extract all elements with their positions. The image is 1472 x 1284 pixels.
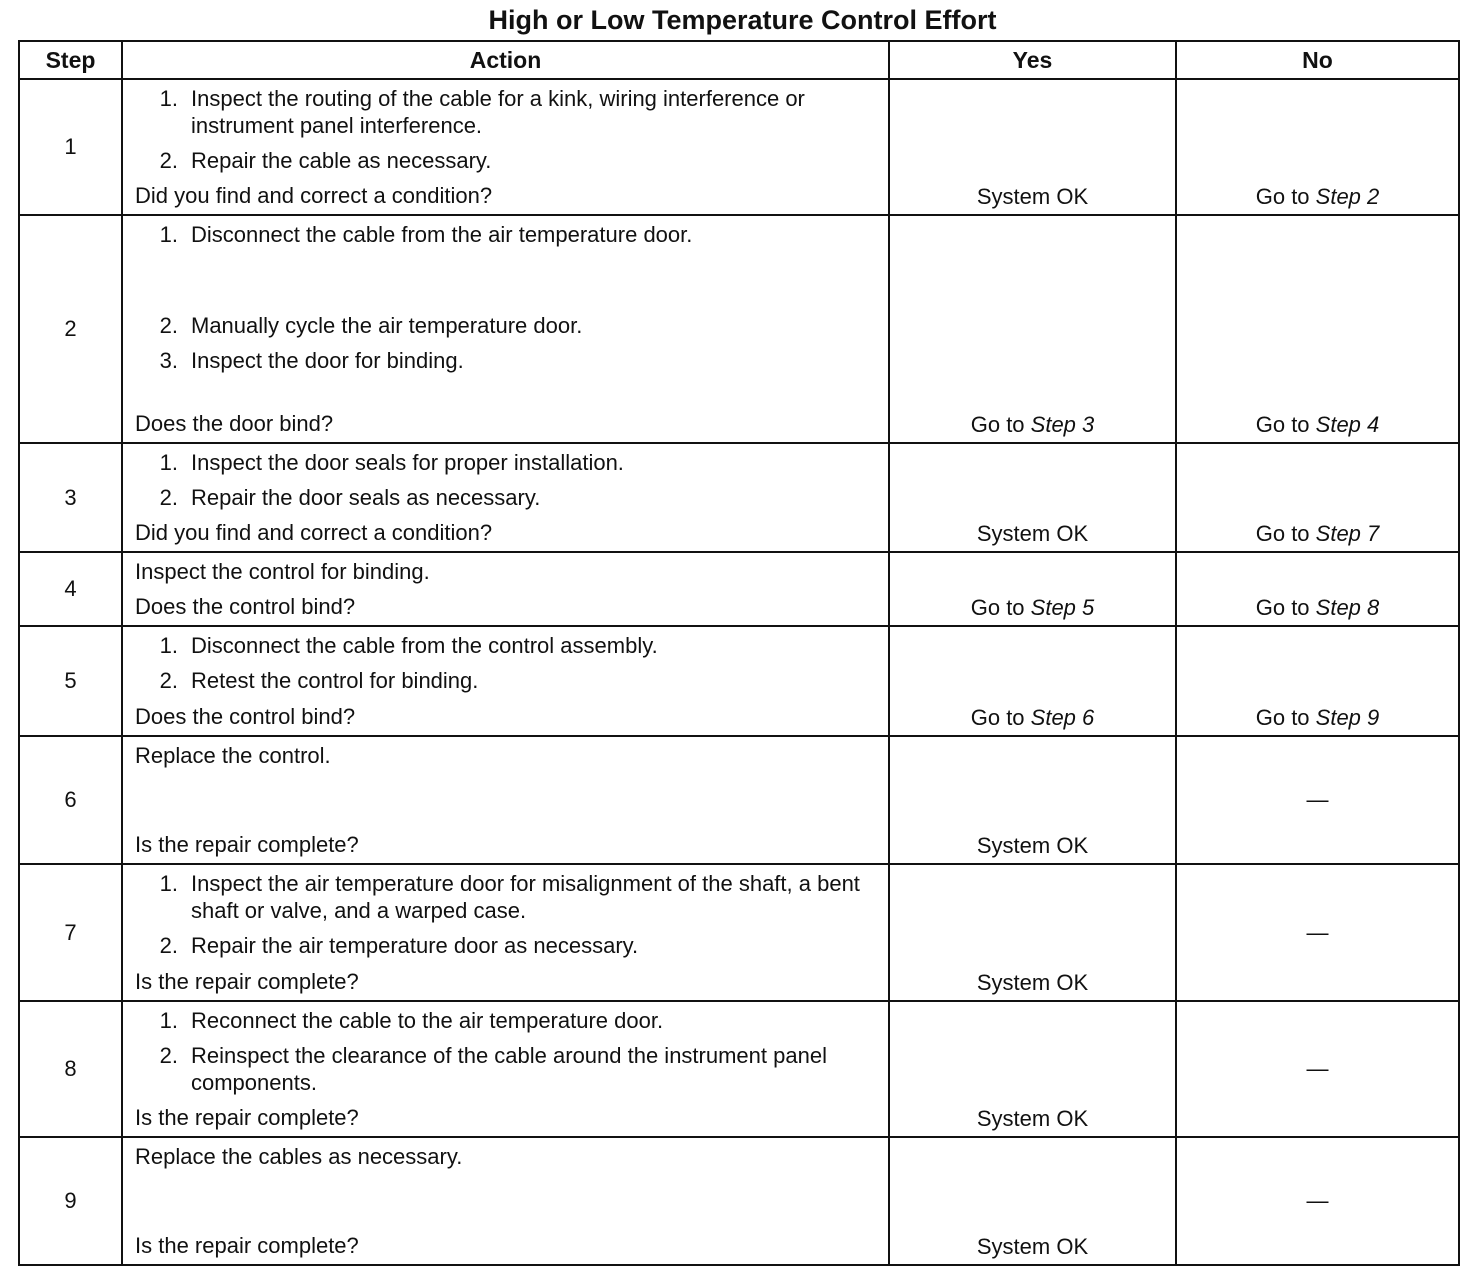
- goto-step-ref: Step 5: [1030, 595, 1095, 620]
- action-question: Does the door bind?: [135, 411, 334, 436]
- action-list-item: [135, 449, 878, 476]
- header-no: No: [1176, 41, 1459, 79]
- action-list-item: [135, 484, 878, 511]
- result-text: System OK: [976, 970, 1089, 995]
- action-item-number: 2.: [159, 313, 178, 338]
- action-item-text: Repair the cable as necessary.: [191, 148, 492, 173]
- action-content: [123, 627, 888, 734]
- table-row: [19, 626, 1459, 736]
- header-yes: Yes: [889, 41, 1176, 79]
- action-content: [123, 80, 888, 213]
- action-item-text: Disconnect the cable from the air temperature door.: [191, 222, 693, 247]
- goto-prefix: Go to: [1255, 705, 1316, 730]
- goto-prefix: Go to: [970, 412, 1031, 437]
- action-content: [123, 444, 888, 550]
- action-content: [123, 216, 888, 441]
- goto-prefix: Go to: [1255, 412, 1316, 437]
- action-content: [123, 865, 888, 999]
- no-cell: [1176, 552, 1459, 626]
- page-title: High or Low Temperature Control Effort: [488, 5, 997, 35]
- action-item-number: 1.: [159, 222, 178, 247]
- action-content: [123, 737, 888, 862]
- action-item-text: Inspect the routing of the cable for a kink, wiring interference or instrument panel interference.: [191, 86, 805, 138]
- action-spacer: [123, 585, 888, 593]
- no-result-dash: —: [1306, 919, 1329, 945]
- action-cell: [122, 1001, 889, 1137]
- step-number: 2: [19, 215, 122, 443]
- table-row: [19, 864, 1459, 1001]
- action-spacer: [123, 769, 888, 831]
- action-instruction: Inspect the control for binding.: [135, 559, 430, 584]
- result-text: System OK: [976, 1106, 1089, 1131]
- no-cell: [1176, 864, 1459, 1001]
- yes-cell: [889, 443, 1176, 552]
- yes-cell: [889, 626, 1176, 736]
- table-row: [19, 443, 1459, 552]
- goto-step-ref: Step 8: [1315, 595, 1380, 620]
- header-action: Action: [122, 41, 889, 79]
- goto-prefix: Go to: [970, 595, 1031, 620]
- no-cell: [1176, 443, 1459, 552]
- action-list-item: [135, 870, 878, 924]
- action-list-item: [135, 667, 878, 694]
- action-item-text: Manually cycle the air temperature door.: [191, 313, 583, 338]
- no-cell: [1176, 736, 1459, 864]
- no-result-dash: —: [1306, 1188, 1329, 1213]
- no-cell: [1176, 79, 1459, 215]
- action-item-text: Inspect the door seals for proper installation.: [191, 450, 624, 475]
- action-question: Is the repair complete?: [135, 969, 359, 994]
- goto-step-ref: Step 3: [1030, 412, 1095, 437]
- action-list: [123, 80, 888, 182]
- action-list-item: [135, 312, 878, 339]
- action-list: [123, 444, 888, 519]
- action-item-number: 1.: [159, 871, 178, 896]
- action-item-text: Inspect the air temperature door for misalignment of the shaft, a bent shaft or valve, and a warped case.: [191, 871, 860, 923]
- table-row: [19, 1137, 1459, 1265]
- result-text: System OK: [976, 521, 1089, 546]
- action-item-number: 2.: [159, 485, 178, 510]
- no-cell: [1176, 1001, 1459, 1137]
- action-list-item: [135, 932, 878, 959]
- step-number: 6: [19, 736, 122, 864]
- action-question: Is the repair complete?: [135, 1105, 359, 1130]
- yes-cell: [889, 552, 1176, 626]
- goto-prefix: Go to: [970, 705, 1031, 730]
- action-spacer: [123, 382, 888, 410]
- action-content: [123, 1138, 888, 1263]
- no-result-dash: —: [1306, 787, 1329, 812]
- goto-prefix: Go to: [1255, 595, 1316, 620]
- action-item-text: Inspect the door for binding.: [191, 348, 464, 373]
- goto-prefix: Go to: [1255, 521, 1316, 546]
- table-row: [19, 552, 1459, 626]
- action-instruction: Replace the cables as necessary.: [135, 1144, 463, 1169]
- action-list-item: [135, 347, 878, 374]
- action-list-item: [135, 632, 878, 659]
- action-item-text: Reconnect the cable to the air temperature door.: [191, 1008, 664, 1033]
- yes-cell: [889, 215, 1176, 443]
- action-list: [123, 216, 888, 382]
- action-item-number: 2.: [159, 148, 178, 173]
- action-item-text: Repair the air temperature door as necessary.: [191, 933, 639, 958]
- action-cell: [122, 626, 889, 736]
- action-item-number: 1.: [159, 633, 178, 658]
- action-question: Did you find and correct a condition?: [135, 520, 493, 545]
- action-list: [123, 627, 888, 702]
- diagnostic-table: [18, 40, 1460, 1266]
- no-cell: [1176, 215, 1459, 443]
- action-list-item: [135, 1042, 878, 1096]
- action-question: Is the repair complete?: [135, 1233, 359, 1258]
- step-number: 9: [19, 1137, 122, 1265]
- yes-cell: [889, 864, 1176, 1001]
- action-item-number: 1.: [159, 450, 178, 475]
- action-spacer: [123, 1170, 888, 1232]
- action-question: Did you find and correct a condition?: [135, 183, 493, 208]
- yes-cell: [889, 1137, 1176, 1265]
- step-number: 3: [19, 443, 122, 552]
- action-item-text: Repair the door seals as necessary.: [191, 485, 541, 510]
- action-content: [123, 553, 888, 624]
- action-list-item: [135, 147, 878, 174]
- action-cell: [122, 443, 889, 552]
- action-instruction: Replace the control.: [135, 743, 331, 768]
- action-question: Is the repair complete?: [135, 832, 359, 857]
- step-number: 7: [19, 864, 122, 1001]
- action-list-item: [135, 85, 878, 139]
- step-number: 8: [19, 1001, 122, 1137]
- action-list-item: [135, 221, 878, 248]
- action-item-number: 2.: [159, 933, 178, 958]
- action-item-text: Reinspect the clearance of the cable around the instrument panel components.: [191, 1043, 827, 1095]
- action-cell: [122, 1137, 889, 1265]
- no-cell: [1176, 626, 1459, 736]
- action-item-number: 1.: [159, 86, 178, 111]
- action-item-text: Retest the control for binding.: [191, 668, 479, 693]
- yes-cell: [889, 79, 1176, 215]
- no-result-dash: —: [1306, 1056, 1329, 1081]
- goto-step-ref: Step 7: [1315, 521, 1380, 546]
- result-text: System OK: [976, 833, 1089, 858]
- table-row: [19, 215, 1459, 443]
- table-row: [19, 1001, 1459, 1137]
- table-row: [19, 79, 1459, 215]
- action-list: [123, 1002, 888, 1104]
- table-body: [19, 79, 1459, 1265]
- action-cell: [122, 864, 889, 1001]
- header-step: Step: [19, 41, 122, 79]
- table-row: [19, 736, 1459, 864]
- no-cell: [1176, 1137, 1459, 1265]
- action-question: Does the control bind?: [135, 594, 356, 619]
- step-number: 5: [19, 626, 122, 736]
- goto-prefix: Go to: [1255, 184, 1316, 209]
- step-number: 1: [19, 79, 122, 215]
- action-question: Does the control bind?: [135, 704, 356, 729]
- goto-step-ref: Step 9: [1315, 705, 1380, 730]
- action-cell: [122, 215, 889, 443]
- action-item-number: 2.: [159, 668, 178, 693]
- header-row: [19, 41, 1459, 79]
- action-cell: [122, 736, 889, 864]
- action-list: [123, 865, 888, 967]
- step-number: 4: [19, 552, 122, 626]
- result-text: System OK: [976, 1234, 1089, 1259]
- action-item-text: Disconnect the cable from the control assembly.: [191, 633, 658, 658]
- yes-cell: [889, 736, 1176, 864]
- action-cell: [122, 552, 889, 626]
- action-content: [123, 1002, 888, 1135]
- action-item-number: 2.: [159, 1043, 178, 1068]
- result-text: System OK: [976, 184, 1089, 209]
- goto-step-ref: Step 6: [1030, 705, 1095, 730]
- action-cell: [122, 79, 889, 215]
- action-item-number: 1.: [159, 1008, 178, 1033]
- goto-step-ref: Step 4: [1315, 412, 1380, 437]
- yes-cell: [889, 1001, 1176, 1137]
- action-item-number: 3.: [159, 348, 178, 373]
- action-list-item: [135, 1007, 878, 1034]
- goto-step-ref: Step 2: [1315, 184, 1380, 209]
